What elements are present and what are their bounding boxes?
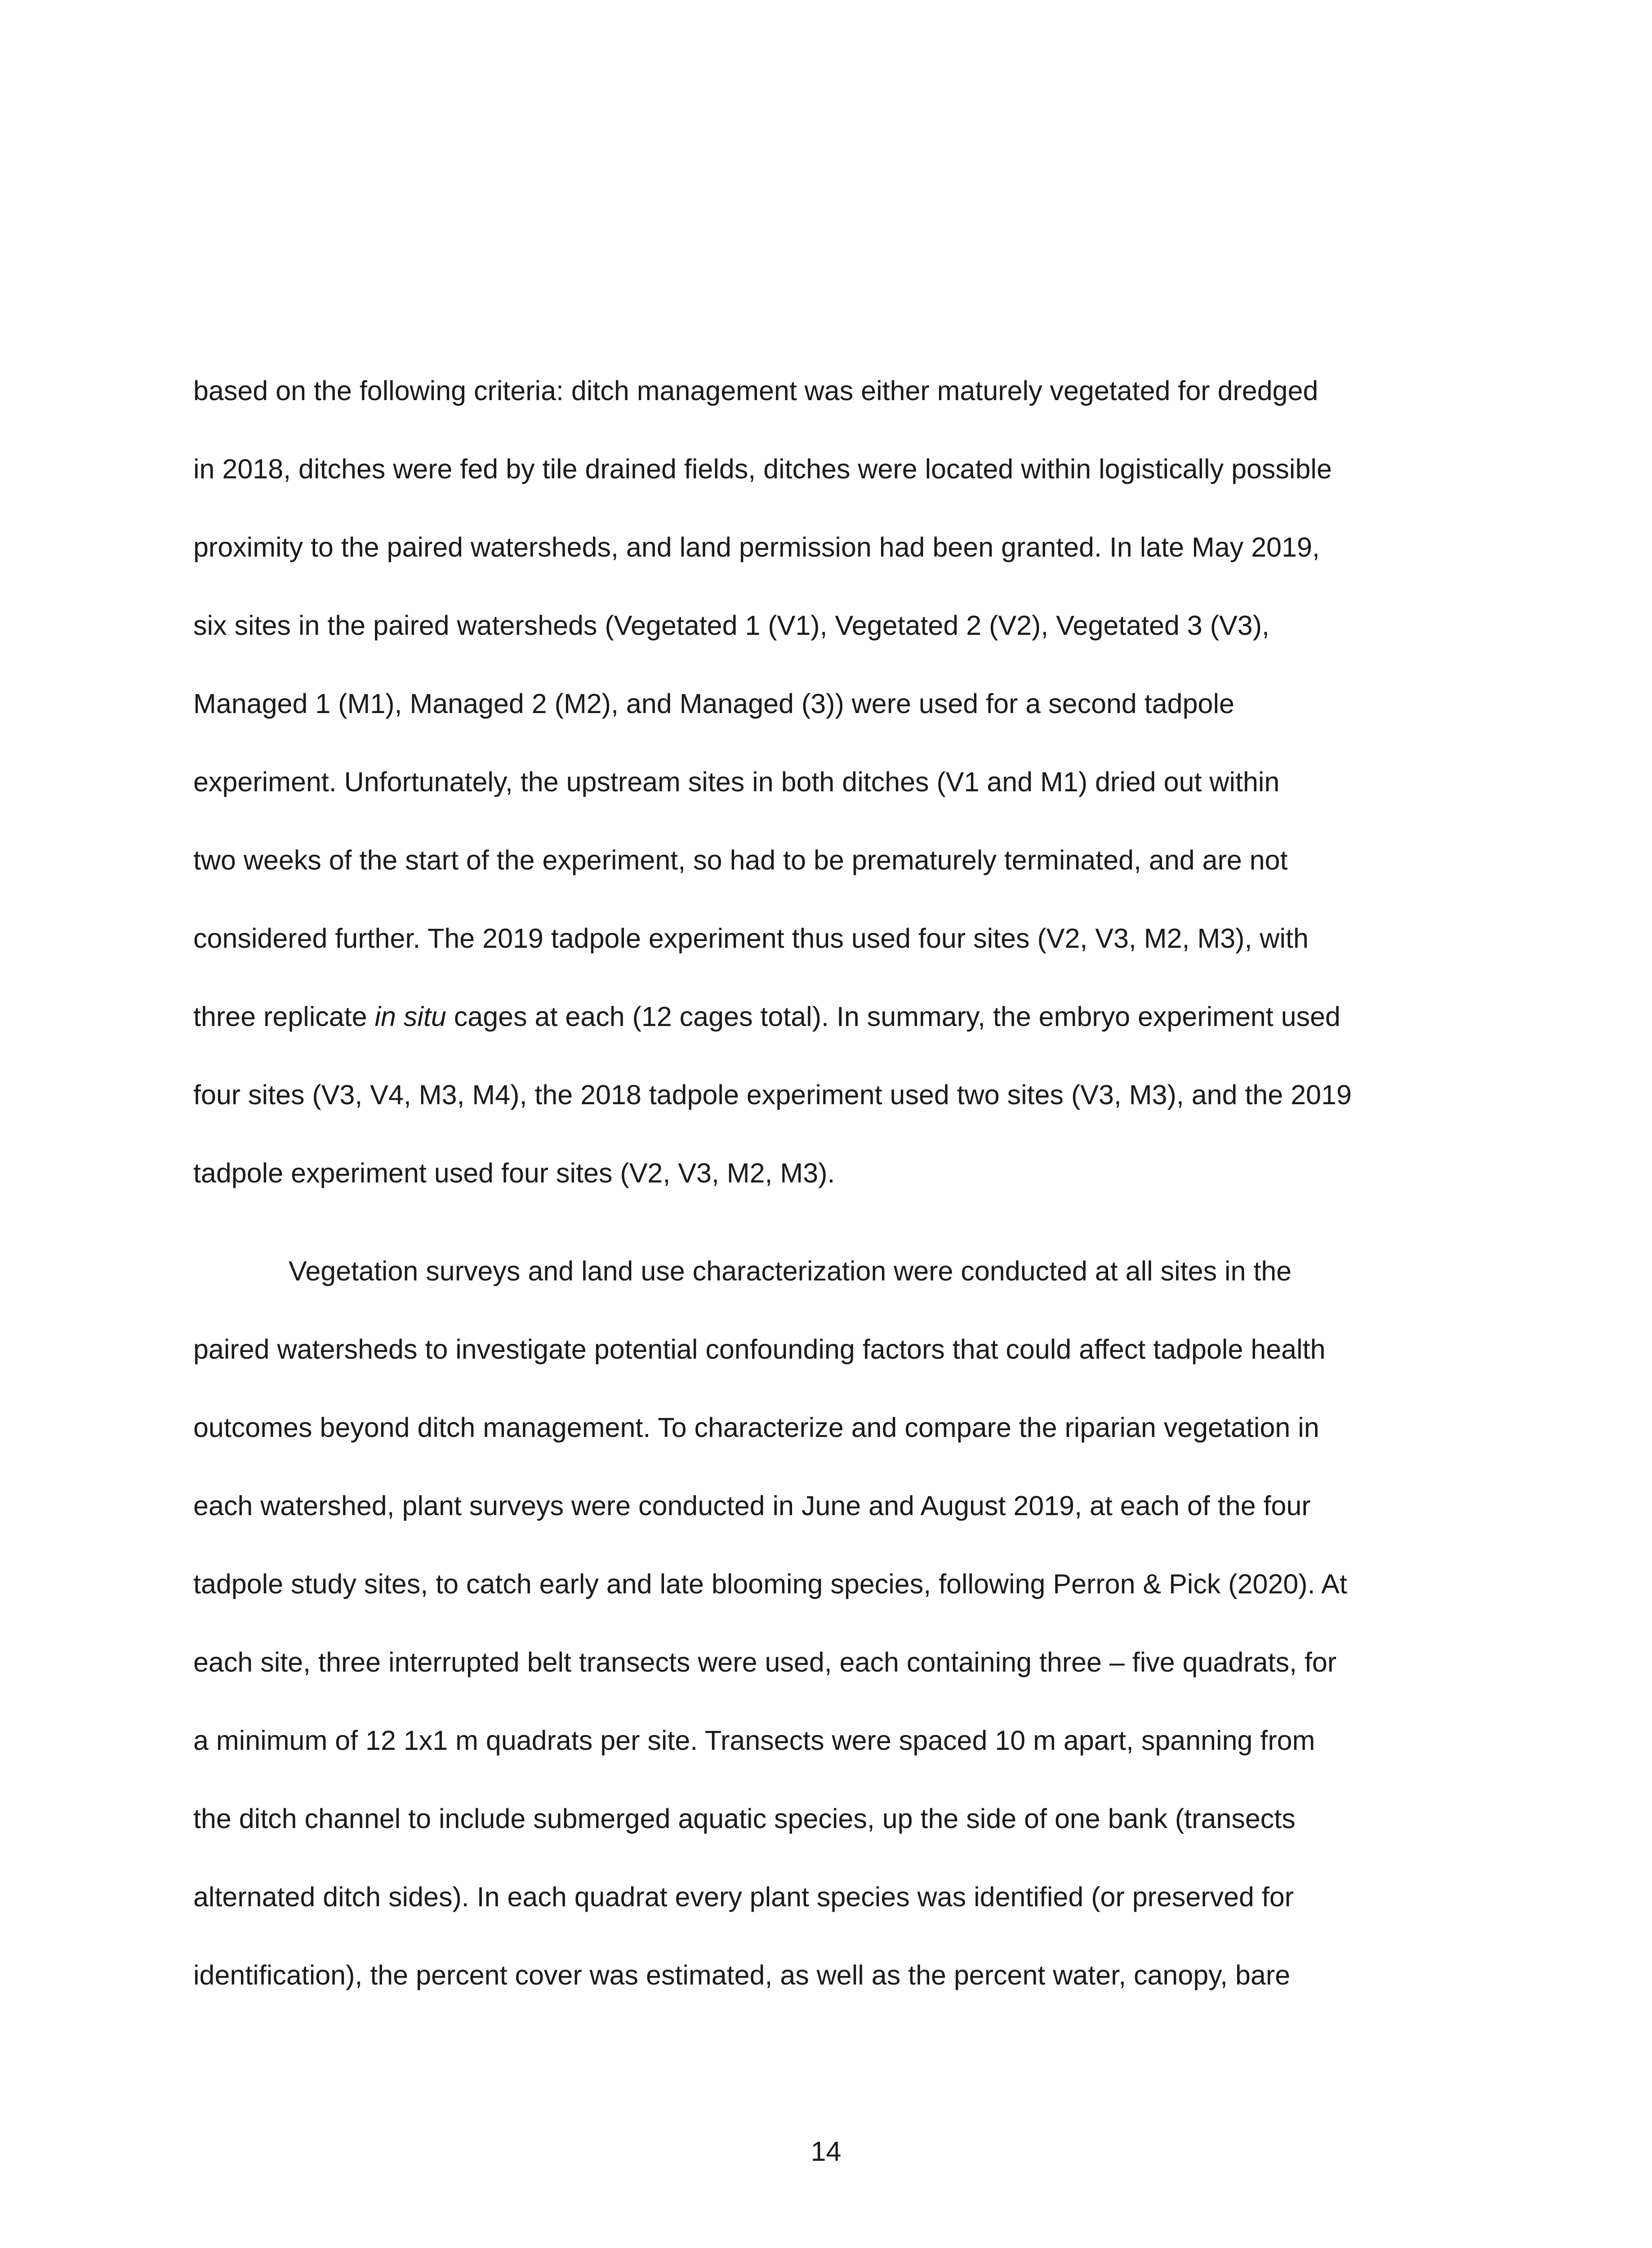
- paragraph-first-line: Vegetation surveys and land use characterization were conducted at all sites in the: [289, 1256, 1292, 1286]
- paragraph-line: in 2018, ditches were fed by tile drained fields, ditches were located within logistically possible: [193, 454, 1332, 484]
- page-number: 14: [810, 2136, 842, 2167]
- paragraph-line: Managed 1 (M1), Managed 2 (M2), and Managed (3)) were used for a second tadpole: [193, 688, 1234, 719]
- paragraph-line: alternated ditch sides). In each quadrat every plant species was identified (or preserved for: [193, 1882, 1294, 1912]
- paragraph-line: tadpole experiment used four sites (V2, V3, M2, M3).: [193, 1158, 835, 1188]
- paragraph-line: experiment. Unfortunately, the upstream sites in both ditches (V1 and M1) dried out within: [193, 767, 1280, 797]
- paragraph-line: each watershed, plant surveys were conducted in June and August 2019, at each of the four: [193, 1490, 1311, 1521]
- paragraph-line: tadpole study sites, to catch early and late blooming species, following Perron & Pick (2020). At: [193, 1569, 1347, 1599]
- line-segment: cages at each (12 cages total). In summary, the embryo experiment used: [446, 1001, 1340, 1032]
- italic-term: in situ: [374, 1001, 446, 1032]
- paragraph-line: proximity to the paired watersheds, and land permission had been granted. In late May 2019,: [193, 532, 1320, 562]
- paragraph-line: each site, three interrupted belt transects were used, each containing three – five quadrats, for: [193, 1647, 1337, 1677]
- paragraph-line: six sites in the paired watersheds (Vegetated 1 (V1), Vegetated 2 (V2), Vegetated 3 (V3),: [193, 610, 1269, 641]
- paragraph-line: paired watersheds to investigate potential confounding factors that could affect tadpole health: [193, 1334, 1326, 1365]
- paragraph-line: identification), the percent cover was estimated, as well as the percent water, canopy, bare: [193, 1960, 1291, 1990]
- paragraph-1: [193, 352, 1459, 1212]
- paragraph-line: two weeks of the start of the experiment, so had to be prematurely terminated, and are not: [193, 845, 1288, 875]
- line-segment: three replicate: [193, 1001, 375, 1032]
- paragraph-line: based on the following criteria: ditch management was either maturely vegetated for dredged: [193, 375, 1318, 406]
- paragraph-line: considered further. The 2019 tadpole experiment thus used four sites (V2, V3, M2, M3), with: [193, 923, 1309, 954]
- paragraph-line: outcomes beyond ditch management. To characterize and compare the riparian vegetation in: [193, 1412, 1319, 1443]
- paragraph-line: four sites (V3, V4, M3, M4), the 2018 tadpole experiment used two sites (V3, M3), and the 2019: [193, 1079, 1352, 1110]
- paragraph-line: a minimum of 12 1x1 m quadrats per site. Transects were spaced 10 m apart, spanning from: [193, 1725, 1315, 1756]
- paragraph-line-mixed: [193, 977, 1459, 1056]
- paragraph-2: [193, 1232, 1459, 2014]
- paragraph-line: the ditch channel to include submerged aquatic species, up the side of one bank (transects: [193, 1803, 1296, 1834]
